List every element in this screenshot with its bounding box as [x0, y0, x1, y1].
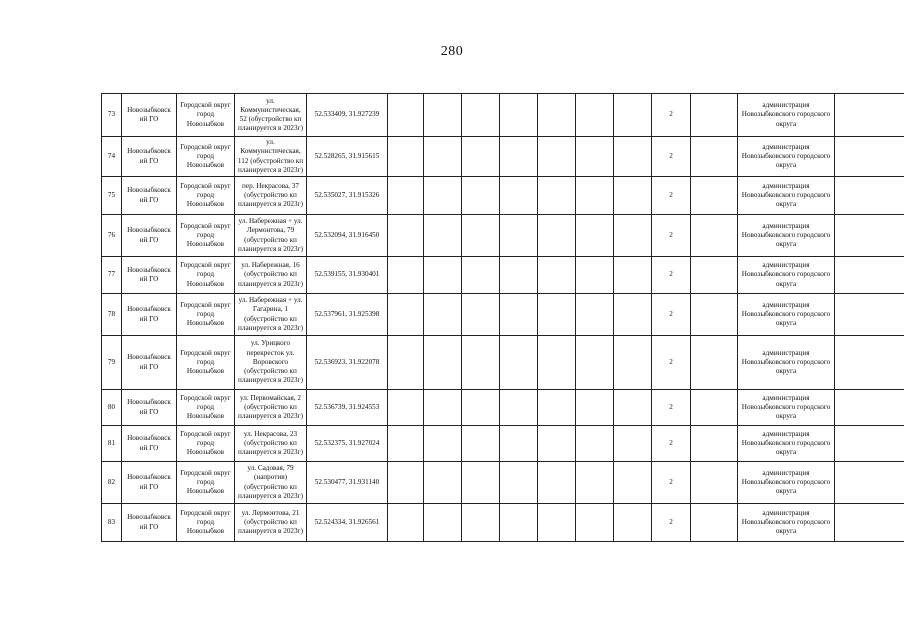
- owner-cell: администрация Новозыбковского городского округа: [738, 504, 835, 542]
- settlement-cell: Городской округ город Новозыбков: [177, 336, 235, 390]
- empty-cell: [614, 94, 652, 137]
- settlement-cell: Городской округ город Новозыбков: [177, 177, 235, 215]
- table-row: [102, 336, 904, 390]
- district-cell: Новозыбковск ий ГО: [122, 462, 177, 504]
- empty-cell: [614, 137, 652, 177]
- empty-cell: [388, 215, 424, 257]
- empty-cell: [538, 426, 576, 462]
- container-count-cell: 2: [652, 94, 691, 137]
- empty-cell: [835, 137, 904, 177]
- empty-cell: [462, 137, 500, 177]
- container-count-cell: 2: [652, 462, 691, 504]
- row-number-cell: 83: [102, 504, 122, 542]
- container-count-cell: 2: [652, 215, 691, 257]
- coordinates-cell: 52.532094, 31.916450: [307, 215, 388, 257]
- district-cell: Новозыбковск ий ГО: [122, 426, 177, 462]
- empty-cell: [691, 426, 738, 462]
- empty-cell: [614, 336, 652, 390]
- district-cell: Новозыбковск ий ГО: [122, 215, 177, 257]
- empty-cell: [462, 390, 500, 426]
- empty-cell: [388, 137, 424, 177]
- row-number-cell: 81: [102, 426, 122, 462]
- table-row: [102, 504, 904, 542]
- owner-cell: администрация Новозыбковского городского округа: [738, 426, 835, 462]
- empty-cell: [388, 94, 424, 137]
- empty-cell: [614, 462, 652, 504]
- table-row: [102, 426, 904, 462]
- empty-cell: [538, 94, 576, 137]
- coordinates-cell: 52.532375, 31.927024: [307, 426, 388, 462]
- empty-cell: [462, 504, 500, 542]
- empty-cell: [691, 177, 738, 215]
- table-row: [102, 94, 904, 137]
- district-cell: Новозыбковск ий ГО: [122, 390, 177, 426]
- settlement-cell: Городской округ город Новозыбков: [177, 294, 235, 336]
- empty-cell: [388, 504, 424, 542]
- row-number-cell: 76: [102, 215, 122, 257]
- empty-cell: [538, 504, 576, 542]
- coordinates-cell: 52.536923, 31.922078: [307, 336, 388, 390]
- settlement-cell: Городской округ город Новозыбков: [177, 390, 235, 426]
- empty-cell: [500, 94, 538, 137]
- empty-cell: [576, 390, 614, 426]
- empty-cell: [538, 137, 576, 177]
- empty-cell: [424, 294, 462, 336]
- empty-cell: [538, 215, 576, 257]
- empty-cell: [538, 294, 576, 336]
- empty-cell: [388, 257, 424, 294]
- district-cell: Новозыбковск ий ГО: [122, 504, 177, 542]
- empty-cell: [576, 462, 614, 504]
- row-number-cell: 79: [102, 336, 122, 390]
- empty-cell: [835, 215, 904, 257]
- empty-cell: [835, 462, 904, 504]
- address-cell: ул. Набережная + ул. Лермонтова, 79 (обустройство кп планируется в 2023г): [235, 215, 307, 257]
- empty-cell: [835, 390, 904, 426]
- empty-cell: [424, 137, 462, 177]
- table-row: [102, 390, 904, 426]
- empty-cell: [576, 257, 614, 294]
- empty-cell: [614, 426, 652, 462]
- empty-cell: [835, 336, 904, 390]
- address-cell: ул. Садовая, 79 (напротив) (обустройство кп планируется в 2023г): [235, 462, 307, 504]
- coordinates-cell: 52.539155, 31.930401: [307, 257, 388, 294]
- empty-cell: [500, 137, 538, 177]
- address-cell: ул. Некрасова, 23 (обустройство кп планируется в 2023г): [235, 426, 307, 462]
- empty-cell: [500, 215, 538, 257]
- empty-cell: [835, 94, 904, 137]
- owner-cell: администрация Новозыбковского городского округа: [738, 462, 835, 504]
- owner-cell: администрация Новозыбковского городского округа: [738, 336, 835, 390]
- owner-cell: администрация Новозыбковского городского округа: [738, 215, 835, 257]
- empty-cell: [388, 390, 424, 426]
- empty-cell: [424, 94, 462, 137]
- row-number-cell: 80: [102, 390, 122, 426]
- table-body: [102, 94, 904, 542]
- row-number-cell: 82: [102, 462, 122, 504]
- empty-cell: [500, 426, 538, 462]
- empty-cell: [691, 94, 738, 137]
- empty-cell: [500, 177, 538, 215]
- empty-cell: [500, 294, 538, 336]
- empty-cell: [835, 257, 904, 294]
- owner-cell: администрация Новозыбковского городского округа: [738, 177, 835, 215]
- empty-cell: [500, 462, 538, 504]
- address-cell: ул. Коммунистическая, 52 (обустройство кп планируется в 2023г): [235, 94, 307, 137]
- empty-cell: [424, 336, 462, 390]
- container-count-cell: 2: [652, 336, 691, 390]
- page-number: 280: [440, 44, 464, 59]
- table-row: [102, 137, 904, 177]
- empty-cell: [538, 390, 576, 426]
- district-cell: Новозыбковск ий ГО: [122, 257, 177, 294]
- empty-cell: [462, 215, 500, 257]
- address-cell: ул. Лермонтова, 21 (обустройство кп планируется в 2023г): [235, 504, 307, 542]
- empty-cell: [538, 257, 576, 294]
- container-count-cell: 2: [652, 177, 691, 215]
- empty-cell: [614, 504, 652, 542]
- empty-cell: [576, 426, 614, 462]
- empty-cell: [835, 426, 904, 462]
- table-row: [102, 462, 904, 504]
- district-cell: Новозыбковск ий ГО: [122, 94, 177, 137]
- empty-cell: [691, 462, 738, 504]
- settlement-cell: Городской округ город Новозыбков: [177, 504, 235, 542]
- owner-cell: администрация Новозыбковского городского округа: [738, 94, 835, 137]
- empty-cell: [835, 504, 904, 542]
- row-number-cell: 75: [102, 177, 122, 215]
- address-cell: ул. Набережная, 16 (обустройство кп планируется в 2023г): [235, 257, 307, 294]
- empty-cell: [691, 336, 738, 390]
- empty-cell: [835, 294, 904, 336]
- table-row: [102, 177, 904, 215]
- empty-cell: [462, 462, 500, 504]
- empty-cell: [576, 177, 614, 215]
- container-count-cell: 2: [652, 390, 691, 426]
- address-cell: ул. Набережная + ул. Гагарина, 1 (обустройство кп планируется в 2023г): [235, 294, 307, 336]
- table-row: [102, 257, 904, 294]
- empty-cell: [462, 257, 500, 294]
- address-cell: пер. Некрасова, 37 (обустройство кп планируется в 2023г): [235, 177, 307, 215]
- settlement-cell: Городской округ город Новозыбков: [177, 215, 235, 257]
- empty-cell: [388, 336, 424, 390]
- owner-cell: администрация Новозыбковского городского округа: [738, 390, 835, 426]
- empty-cell: [614, 294, 652, 336]
- coordinates-cell: 52.535027, 31.915326: [307, 177, 388, 215]
- empty-cell: [500, 504, 538, 542]
- address-cell: ул. Первомайская, 2 (обустройство кп планируется в 2023г): [235, 390, 307, 426]
- empty-cell: [691, 257, 738, 294]
- empty-cell: [424, 390, 462, 426]
- container-count-cell: 2: [652, 426, 691, 462]
- container-site-table: [101, 93, 904, 542]
- empty-cell: [691, 215, 738, 257]
- settlement-cell: Городской округ город Новозыбков: [177, 257, 235, 294]
- empty-cell: [500, 390, 538, 426]
- empty-cell: [576, 336, 614, 390]
- empty-cell: [424, 257, 462, 294]
- coordinates-cell: 52.528265, 31.915615: [307, 137, 388, 177]
- empty-cell: [691, 137, 738, 177]
- empty-cell: [388, 294, 424, 336]
- container-count-cell: 2: [652, 294, 691, 336]
- empty-cell: [614, 390, 652, 426]
- empty-cell: [500, 257, 538, 294]
- empty-cell: [462, 94, 500, 137]
- row-number-cell: 77: [102, 257, 122, 294]
- empty-cell: [538, 336, 576, 390]
- empty-cell: [462, 177, 500, 215]
- empty-cell: [576, 137, 614, 177]
- empty-cell: [500, 336, 538, 390]
- empty-cell: [835, 177, 904, 215]
- coordinates-cell: 52.530477, 31.931140: [307, 462, 388, 504]
- empty-cell: [462, 294, 500, 336]
- address-cell: ул. Коммунистическая, 112 (обустройство кп планируется в 2023г): [235, 137, 307, 177]
- settlement-cell: Городской округ город Новозыбков: [177, 137, 235, 177]
- empty-cell: [462, 336, 500, 390]
- row-number-cell: 74: [102, 137, 122, 177]
- empty-cell: [424, 177, 462, 215]
- settlement-cell: Городской округ город Новозыбков: [177, 94, 235, 137]
- district-cell: Новозыбковск ий ГО: [122, 177, 177, 215]
- container-count-cell: 2: [652, 257, 691, 294]
- address-cell: ул. Урицкого перекресток ул. Воровского (обустройство кп планируется в 2023г): [235, 336, 307, 390]
- table-row: [102, 215, 904, 257]
- coordinates-cell: 52.524334, 31.926561: [307, 504, 388, 542]
- empty-cell: [614, 177, 652, 215]
- empty-cell: [691, 504, 738, 542]
- row-number-cell: 78: [102, 294, 122, 336]
- empty-cell: [462, 426, 500, 462]
- empty-cell: [388, 426, 424, 462]
- empty-cell: [424, 215, 462, 257]
- empty-cell: [538, 177, 576, 215]
- empty-cell: [388, 177, 424, 215]
- empty-cell: [576, 504, 614, 542]
- owner-cell: администрация Новозыбковского городского округа: [738, 137, 835, 177]
- empty-cell: [614, 257, 652, 294]
- district-cell: Новозыбковск ий ГО: [122, 336, 177, 390]
- empty-cell: [576, 215, 614, 257]
- empty-cell: [388, 462, 424, 504]
- empty-cell: [424, 426, 462, 462]
- coordinates-cell: 52.536739, 31.924553: [307, 390, 388, 426]
- district-cell: Новозыбковск ий ГО: [122, 294, 177, 336]
- empty-cell: [691, 390, 738, 426]
- settlement-cell: Городской округ город Новозыбков: [177, 462, 235, 504]
- district-cell: Новозыбковск ий ГО: [122, 137, 177, 177]
- owner-cell: администрация Новозыбковского городского округа: [738, 257, 835, 294]
- empty-cell: [424, 462, 462, 504]
- empty-cell: [424, 504, 462, 542]
- empty-cell: [691, 294, 738, 336]
- empty-cell: [538, 462, 576, 504]
- container-count-cell: 2: [652, 137, 691, 177]
- coordinates-cell: 52.533409, 31.927239: [307, 94, 388, 137]
- empty-cell: [614, 215, 652, 257]
- container-count-cell: 2: [652, 504, 691, 542]
- empty-cell: [576, 94, 614, 137]
- empty-cell: [576, 294, 614, 336]
- row-number-cell: 73: [102, 94, 122, 137]
- table-row: [102, 294, 904, 336]
- coordinates-cell: 52.537961, 31.925398: [307, 294, 388, 336]
- owner-cell: администрация Новозыбковского городского округа: [738, 294, 835, 336]
- settlement-cell: Городской округ город Новозыбков: [177, 426, 235, 462]
